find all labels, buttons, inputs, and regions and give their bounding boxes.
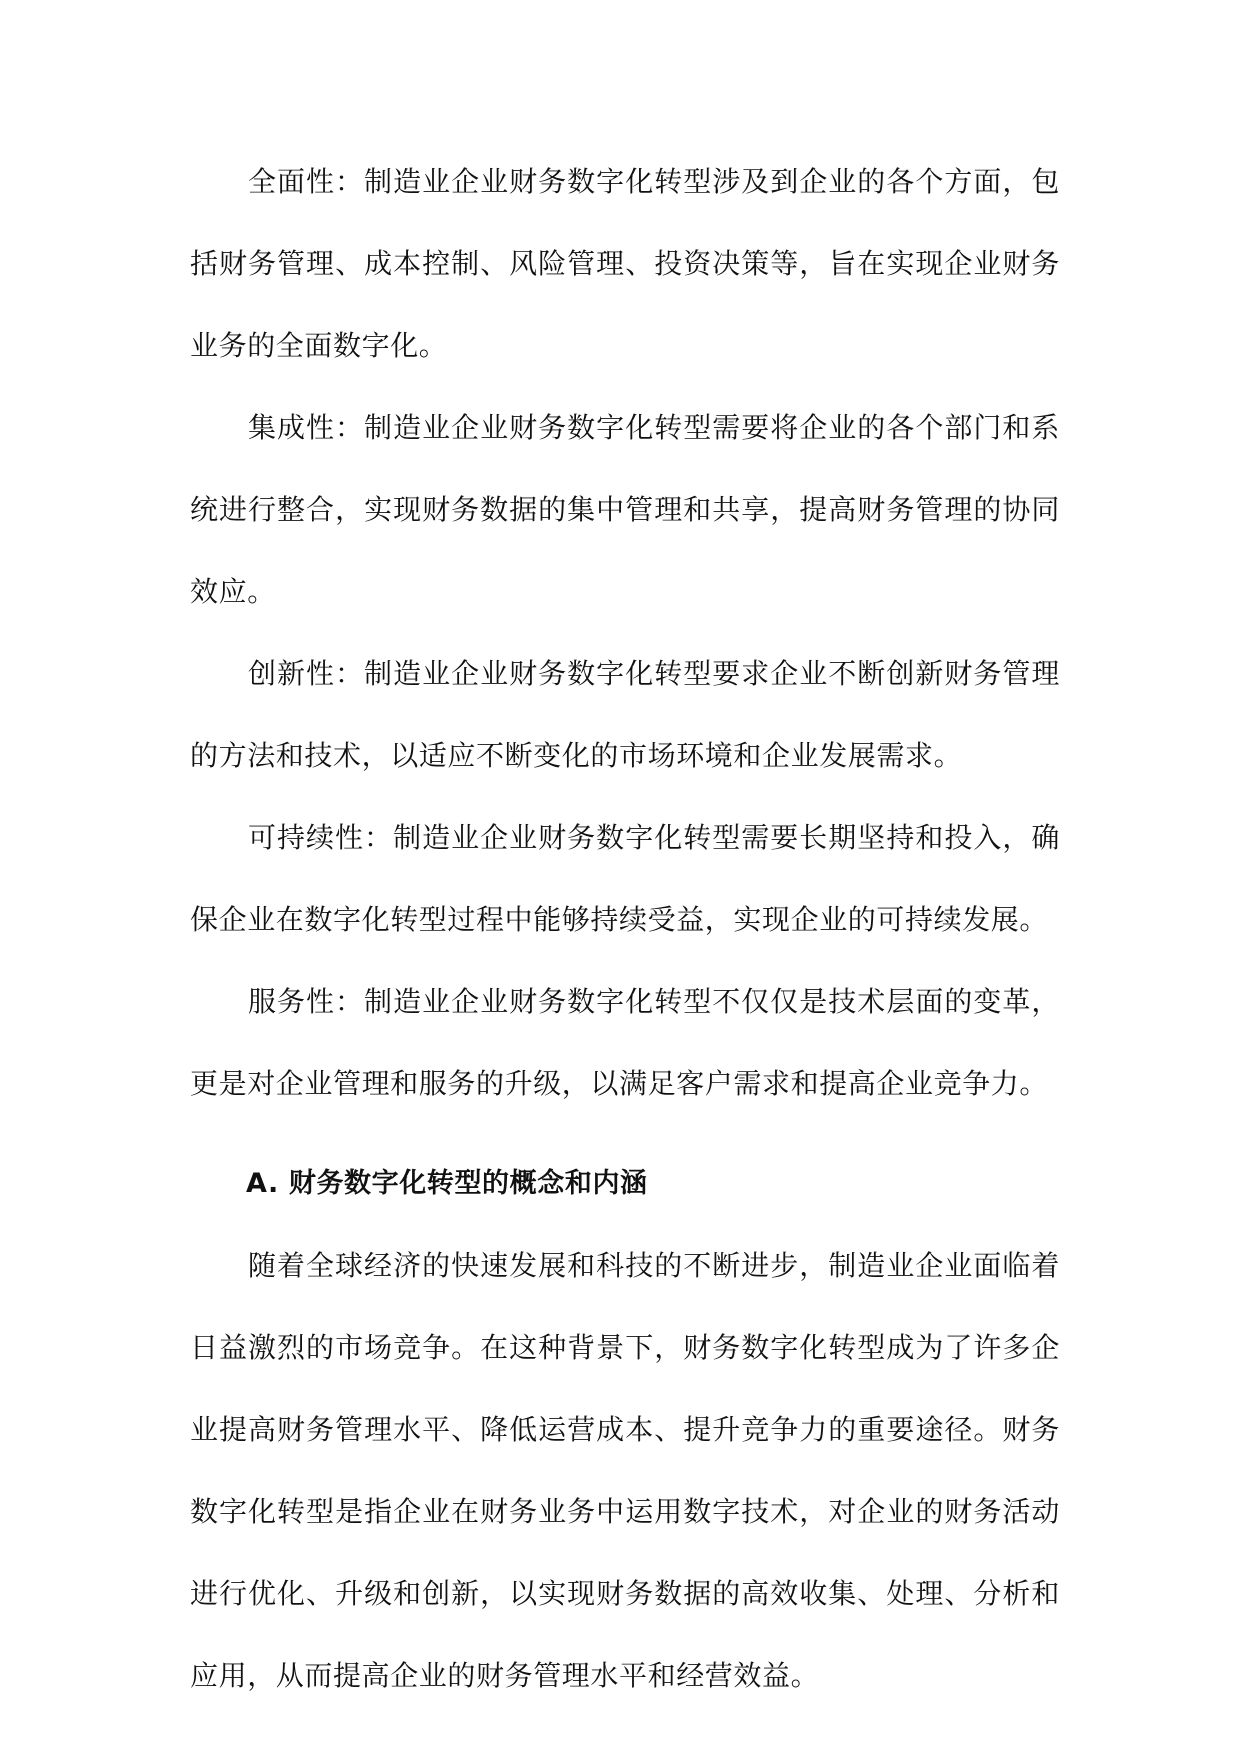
paragraph-sustainability: 可持续性：制造业企业财务数字化转型需要长期坚持和投入，确保企业在数字化转型过程中能够持续受益，实现企业的可持续发展。 bbox=[190, 821, 1060, 936]
paragraph-concept: 随着全球经济的快速发展和科技的不断进步，制造业企业面临着日益激烈的市场竞争。在这种背景下，财务数字化转型成为了许多企业提高财务管理水平、降低运营成本、提升竞争力的重要途径。财务数字化转型是指企业在财务业务中运用数字技术，对企业的财务活动进行优化、升级和创新，以实现财务数据的高效收集、处理、分析和应用，从而提高企业的财务管理水平和经营效益。 bbox=[190, 1249, 1060, 1692]
section-heading: A. 财务数字化转型的概念和内涵 bbox=[246, 1168, 648, 1199]
paragraph-integration: 集成性：制造业企业财务数字化转型需要将企业的各个部门和系统进行整合，实现财务数据的集中管理和共享，提高财务管理的协同效应。 bbox=[190, 411, 1060, 608]
document-body bbox=[190, 141, 1060, 1717]
paragraph-innovation: 创新性：制造业企业财务数字化转型要求企业不断创新财务管理的方法和技术，以适应不断变化的市场环境和企业发展需求。 bbox=[190, 657, 1060, 772]
paragraph-comprehensiveness: 全面性：制造业企业财务数字化转型涉及到企业的各个方面，包括财务管理、成本控制、风险管理、投资决策等，旨在实现企业财务业务的全面数字化。 bbox=[190, 165, 1060, 362]
paragraph-service: 服务性：制造业企业财务数字化转型不仅仅是技术层面的变革，更是对企业管理和服务的升级，以满足客户需求和提高企业竞争力。 bbox=[190, 985, 1060, 1100]
